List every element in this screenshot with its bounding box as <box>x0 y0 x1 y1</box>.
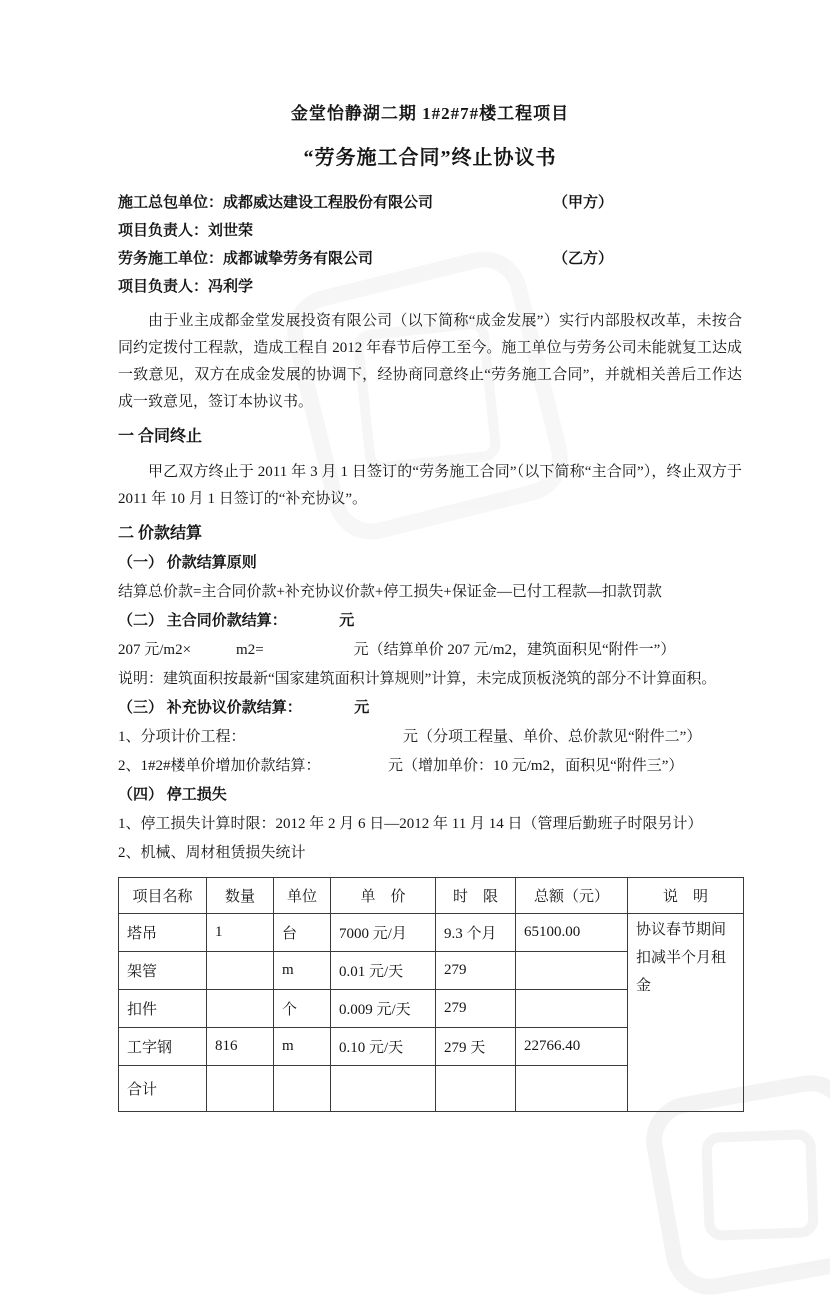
clause-settlement-principle: （一） 价款结算原则 <box>118 555 257 571</box>
header-cell-remark: 说 明 <box>628 878 744 914</box>
cell: 1 <box>207 914 274 952</box>
section1-body: 甲乙双方终止于 2011 年 3 月 1 日签订的“劳务施工合同”（以下简称“主合同”），终止双方于 2011 年 10 月 1 日签订的“补充协议”。 <box>118 464 742 507</box>
cell <box>207 1066 274 1112</box>
cell: m <box>274 1028 331 1066</box>
header-cell-duration: 时 限 <box>436 878 516 914</box>
cell: 塔吊 <box>119 914 207 952</box>
cell: 扣件 <box>119 990 207 1028</box>
clause-supplement-settlement: （三） 补充协议价款结算： 元 <box>118 700 370 716</box>
cell: 279 <box>436 990 516 1028</box>
party-role: （甲方） <box>553 195 614 211</box>
cell <box>207 990 274 1028</box>
cell: 0.01 元/天 <box>331 952 436 990</box>
document-title: 金堂怡静湖二期 1#2#7#楼工程项目 <box>290 104 570 123</box>
party-text: 项目负责人：冯利学 <box>118 279 254 295</box>
clause-main-contract-settlement: （二） 主合同价款结算： 元 <box>118 613 355 629</box>
party-text: 劳务施工单位：成都诚挚劳务有限公司 <box>118 251 374 267</box>
cell: m <box>274 952 331 990</box>
cell <box>436 1066 516 1112</box>
cell <box>516 952 628 990</box>
section1-heading: 一 合同终止 <box>118 428 203 445</box>
party-text: 项目负责人：刘世荣 <box>118 223 254 239</box>
cell: 架管 <box>119 952 207 990</box>
cell: 工字钢 <box>119 1028 207 1066</box>
section2-heading: 二 价款结算 <box>118 525 203 542</box>
cell: 279 天 <box>436 1028 516 1066</box>
watermark-inner-shape <box>701 1129 819 1240</box>
cell: 0.009 元/天 <box>331 990 436 1028</box>
cell <box>331 1066 436 1112</box>
header-cell-total: 总额（元） <box>516 878 628 914</box>
clause-unit-price-increase: 2、1#2#楼单价增加价款结算： 元（增加单价：10 元/m2，面积见“附件三”） <box>118 758 684 774</box>
cell: 个 <box>274 990 331 1028</box>
cell: 0.10 元/天 <box>331 1028 436 1066</box>
cell: 合计 <box>119 1066 207 1112</box>
document-subtitle: “劳务施工合同”终止协议书 <box>303 147 557 169</box>
header-cell-unit-price: 单 价 <box>331 878 436 914</box>
cell <box>274 1066 331 1112</box>
cell: 279 <box>436 952 516 990</box>
clause-rental-loss-intro: 2、机械、周材租赁损失统计 <box>118 845 306 861</box>
cell: 65100.00 <box>516 914 628 952</box>
cell <box>516 990 628 1028</box>
party-role: （乙方） <box>553 251 614 267</box>
party-line-manager-a <box>118 217 742 245</box>
clause-settlement-formula: 结算总价款=主合同价款+补充协议价款+停工损失+保证金—已付工程款—扣款罚款 <box>118 584 662 600</box>
clause-area-note: 说明：建筑面积按最新“国家建筑面积计算规则”计算，未完成顶板浇筑的部分不计算面积。 <box>118 671 717 687</box>
cell: 7000 元/月 <box>331 914 436 952</box>
table-header-row <box>119 878 744 914</box>
document-content <box>118 102 742 1112</box>
parties-block <box>118 189 742 301</box>
cell: 9.3 个月 <box>436 914 516 952</box>
party-text: 施工总包单位：成都威达建设工程股份有限公司 <box>118 195 434 211</box>
cell <box>207 952 274 990</box>
clause-shutdown-period: 1、停工损失计算时限：2012 年 2 月 6 日—2012 年 11 月 14 日（管理后勤班子时限另计） <box>118 816 703 832</box>
cell <box>516 1066 628 1112</box>
header-cell-unit: 单位 <box>274 878 331 914</box>
header-cell-quantity: 数量 <box>207 878 274 914</box>
clause-itemized-works: 1、分项计价工程： 元（分项工程量、单价、总价款见“附件二”） <box>118 729 702 745</box>
clause-unit-price-calc: 207 元/m2× m2= 元（结算单价 207 元/m2，建筑面积见“附件一”） <box>118 642 676 658</box>
rental-loss-table <box>118 877 744 1112</box>
party-line-manager-b <box>118 273 742 301</box>
cell: 22766.40 <box>516 1028 628 1066</box>
intro-paragraph: 由于业主成都金堂发展投资有限公司（以下简称“成金发展”）实行内部股权改革，未按合同约定拨付工程款，造成工程自 2012 年春节后停工至今。施工单位与劳务公司未能就复工达成一致意见，双方在成金发展的协调下，经协商同意终止“劳务施工合同”，并就相关善后工作达成一致意见，签订本协议书。 <box>118 313 742 410</box>
header-cell-item: 项目名称 <box>119 878 207 914</box>
party-line-labor-contractor <box>118 245 742 273</box>
party-line-general-contractor <box>118 189 742 217</box>
cell: 台 <box>274 914 331 952</box>
clause-shutdown-loss: （四） 停工损失 <box>118 787 227 803</box>
remark-cell: 协议春节期间扣减半个月租金 <box>628 914 744 1112</box>
cell: 816 <box>207 1028 274 1066</box>
table-row <box>119 914 744 952</box>
